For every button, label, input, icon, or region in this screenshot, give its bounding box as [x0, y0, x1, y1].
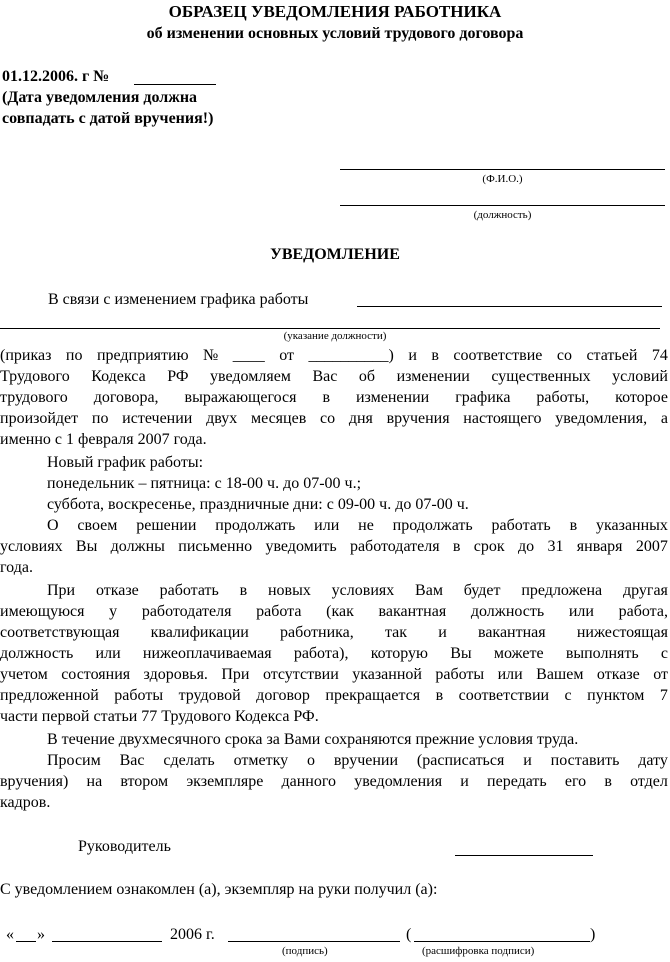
schedule-title: Новый график работы:	[47, 454, 204, 471]
p5-line3: кадров.	[0, 794, 51, 811]
word: указанных	[595, 517, 668, 534]
word: работодателя	[349, 538, 440, 555]
word: Вашем	[536, 666, 584, 683]
word: работа),	[293, 645, 349, 662]
word: должность	[470, 603, 545, 620]
word: существенных	[491, 368, 591, 385]
word: в	[322, 389, 331, 406]
word: в	[452, 538, 461, 555]
word: работы	[435, 666, 485, 683]
word: экземпляре	[186, 773, 264, 790]
word: его	[564, 773, 587, 790]
word: соответствии	[458, 687, 550, 704]
p5-line2	[0, 771, 668, 792]
word: вакантная	[378, 603, 447, 620]
word: выражающегося	[184, 389, 297, 406]
signature-blank-line	[228, 941, 400, 942]
word: о	[306, 752, 315, 769]
word: изменении	[355, 389, 430, 406]
document-title: ОБРАЗЕЦ УВЕДОМЛЕНИЯ РАБОТНИКА	[168, 2, 502, 21]
paren-close: )	[590, 926, 596, 943]
p2-line1	[0, 515, 668, 536]
word: соответствующая	[0, 624, 120, 641]
word: другая	[622, 582, 668, 599]
word: учетом	[0, 666, 48, 683]
word: Вас	[119, 752, 145, 769]
recipient-name-line	[340, 169, 665, 170]
p1-line1	[0, 345, 668, 366]
word: истечении	[122, 410, 193, 427]
word: графика	[455, 389, 511, 406]
p1-line2	[0, 366, 668, 387]
word: передать	[487, 773, 547, 790]
word: условиях	[331, 582, 395, 599]
word: прекращается	[325, 687, 421, 704]
date-number: 01.12.2006. г №	[2, 68, 110, 85]
word: с	[564, 687, 572, 704]
p4-line: В течение двухмесячного срока за Вами сохраняются прежние условия труда.	[47, 731, 579, 748]
word: работа,	[618, 603, 668, 620]
word: и	[523, 752, 532, 769]
word: состояния	[61, 666, 131, 683]
word: При	[47, 582, 76, 599]
word: до	[518, 538, 535, 555]
word: работы	[114, 687, 164, 704]
word: договор	[256, 687, 310, 704]
word: предприятию	[96, 347, 189, 364]
word: уведомления,	[555, 410, 648, 427]
p2-line2	[0, 536, 668, 557]
word: __________)	[308, 347, 394, 364]
word: (расписаться	[416, 752, 505, 769]
word: своем	[77, 517, 118, 534]
word: О	[47, 517, 59, 534]
word: поставить	[550, 752, 620, 769]
word: решении	[136, 517, 197, 534]
word: должность	[0, 645, 74, 662]
word: новых	[267, 582, 311, 599]
month-blank-line	[52, 941, 162, 942]
word: и	[438, 624, 447, 641]
decode-blank-line	[414, 941, 590, 942]
word: со	[319, 410, 336, 427]
word: дату	[638, 752, 668, 769]
word: от	[653, 666, 668, 683]
day-blank-line	[16, 941, 36, 942]
word: предложенной	[0, 687, 99, 704]
p5-line1	[0, 750, 668, 771]
word: отсутствии	[262, 666, 339, 683]
notice-heading: УВЕДОМЛЕНИЕ	[270, 246, 400, 263]
p1-line5: именно с 1 февраля 2007 года.	[0, 431, 207, 448]
word: условий	[612, 368, 668, 385]
word: Вам	[415, 582, 443, 599]
word: квалификации	[150, 624, 249, 641]
word: уведомляем	[210, 368, 291, 385]
document-subtitle: об изменении основных условий трудового договора	[146, 25, 524, 42]
word: которое	[615, 389, 668, 406]
word: продолжать	[392, 517, 473, 534]
word: в	[435, 687, 444, 704]
decode-caption: (расшифровка подписи)	[422, 945, 535, 957]
schedule-blank-line	[357, 306, 662, 307]
word: с	[660, 645, 668, 662]
word: продолжать	[215, 517, 296, 534]
recipient-position-line	[340, 205, 665, 206]
word: работодателя	[141, 603, 232, 620]
p3-line7: части первой статьи 77 Трудового Кодекса РФ.	[0, 708, 319, 725]
word: изменении	[396, 368, 470, 385]
word: вручении	[333, 752, 399, 769]
number-blank-line	[134, 84, 216, 85]
word: 7	[659, 687, 668, 704]
word: в	[604, 773, 612, 790]
word: Вас	[312, 368, 338, 385]
quote-close: »	[37, 926, 45, 943]
word: срок	[473, 538, 505, 555]
p3-line6	[0, 685, 668, 706]
word: №	[203, 347, 219, 364]
word: 31	[547, 538, 564, 555]
word: работника,	[280, 624, 354, 641]
word: вакантная	[477, 624, 546, 641]
intro-text: В связи с изменением графика работы	[48, 291, 309, 308]
word: по	[65, 347, 83, 364]
word: которую	[370, 645, 428, 662]
word: не	[358, 517, 374, 534]
word: нижестоящая	[576, 624, 668, 641]
word: 74	[651, 347, 668, 364]
word: (как	[326, 603, 354, 620]
p1-line3	[0, 387, 668, 408]
word: договора,	[93, 389, 159, 406]
word: вручения	[386, 410, 450, 427]
paren-open: (	[406, 926, 412, 943]
sign-caption: (подпись)	[282, 945, 328, 957]
acknowledgement-text: С уведомлением ознакомлен (а), экземпляр на руки получил (а):	[0, 881, 438, 898]
word: При	[221, 666, 250, 683]
word: Трудового	[0, 368, 70, 385]
word: а	[660, 410, 668, 427]
p2-line3: года.	[0, 559, 33, 576]
word: ____	[232, 347, 265, 364]
word: у	[109, 603, 118, 620]
word: со	[556, 347, 572, 364]
word: можете	[493, 645, 544, 662]
word: дня	[348, 410, 373, 427]
p3-line1	[0, 580, 668, 601]
word: так	[384, 624, 408, 641]
word: в	[569, 517, 578, 534]
position-caption: (должность)	[473, 209, 532, 221]
word: на	[86, 773, 103, 790]
word: Кодекса	[91, 368, 146, 385]
word: пунктом	[587, 687, 645, 704]
word: условиях	[0, 538, 63, 555]
p3-line2	[0, 601, 668, 622]
manager-label: Руководитель	[78, 838, 171, 855]
word: статьей	[586, 347, 638, 364]
p3-line4	[0, 643, 668, 664]
p3-line3	[0, 622, 668, 643]
word: РФ	[167, 368, 189, 385]
word: трудового	[0, 389, 68, 406]
position-blank-line	[0, 328, 660, 329]
word: имеющуюся	[0, 603, 85, 620]
word: должны	[110, 538, 165, 555]
word: будет	[463, 582, 501, 599]
p1-line4	[0, 408, 668, 429]
schedule-weekdays: понедельник – пятница: с 18-00 ч. до 07-00 ч.;	[47, 475, 362, 492]
date-note-line2: совпадать с датой вручения!)	[2, 110, 214, 127]
word: или	[314, 517, 340, 534]
word: отказе	[95, 582, 139, 599]
word: и	[408, 347, 417, 364]
word: вручения)	[0, 773, 69, 790]
word: письменно	[178, 538, 253, 555]
word: месяцев	[250, 410, 307, 427]
fio-caption: (Ф.И.О.)	[482, 173, 523, 185]
word: трудовой	[178, 687, 241, 704]
intro-position-caption: (указание должности)	[283, 330, 387, 342]
word: предложена	[521, 582, 603, 599]
word: произойдет	[0, 410, 79, 427]
word: уведомить	[265, 538, 337, 555]
word: соответствие	[453, 347, 543, 364]
word: 2007	[635, 538, 668, 555]
word: указанной	[352, 666, 422, 683]
p3-line5	[0, 664, 668, 685]
word: отдел	[630, 773, 668, 790]
word: втором	[120, 773, 169, 790]
word: и	[460, 773, 469, 790]
word: настоящего	[463, 410, 542, 427]
schedule-weekends: суббота, воскресенье, праздничные дни: с 09-00 ч. до 07-00 ч.	[47, 496, 469, 513]
word: (приказ	[0, 347, 52, 364]
word: сделать	[163, 752, 215, 769]
word: Вы	[450, 645, 472, 662]
manager-signature-line	[455, 855, 593, 856]
word: выполнять	[565, 645, 639, 662]
word: или	[497, 666, 523, 683]
word: отказе	[596, 666, 640, 683]
word: об	[358, 368, 376, 385]
word: двух	[206, 410, 238, 427]
word: в	[431, 347, 439, 364]
word: уведомления	[354, 773, 443, 790]
word: в	[239, 582, 248, 599]
word: по	[91, 410, 109, 427]
word: здоровья.	[143, 666, 208, 683]
word: или	[95, 645, 121, 662]
word: работать	[159, 582, 219, 599]
word: или	[568, 603, 594, 620]
word: нижеоплачиваемая	[142, 645, 272, 662]
word: работать	[491, 517, 551, 534]
word: отметку	[233, 752, 289, 769]
word: Вы	[75, 538, 98, 555]
quote-open: «	[6, 926, 14, 943]
word: января	[576, 538, 623, 555]
word: от	[279, 347, 295, 364]
word: данного	[281, 773, 337, 790]
year-label: 2006 г.	[170, 926, 215, 943]
date-note-line1: (Дата уведомления должна	[2, 89, 198, 106]
word: Просим	[47, 752, 101, 769]
word: работы,	[536, 389, 590, 406]
word: работа	[256, 603, 302, 620]
